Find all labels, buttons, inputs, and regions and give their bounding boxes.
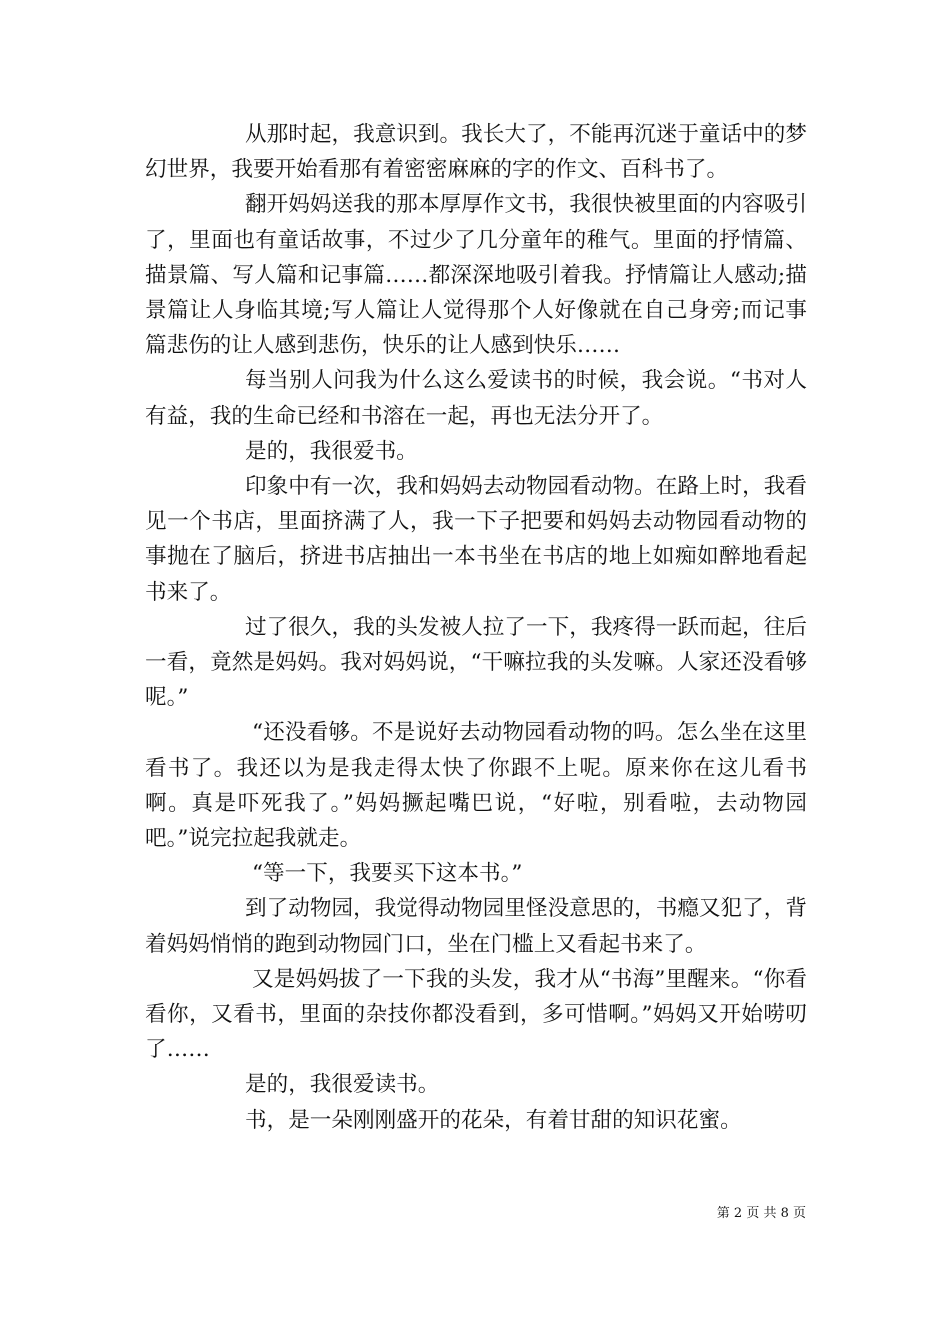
paragraph: 每当别人问我为什么这么爱读书的时候，我会说。“书对人有益，我的生命已经和书溶在一起，再也无法分开了。 (145, 368, 807, 429)
paragraph: 书，是一朵刚刚盛开的花朵，有着甘甜的知识花蜜。 (245, 1107, 742, 1133)
paragraph: 翻开妈妈送我的那本厚厚作文书，我很快被里面的内容吸引了，里面也有童话故事，不过少了几分童年的稚气。里面的抒情篇、描景篇、写人篇和记事篇……都深深地吸引着我。抒情篇让人感动;描景篇让人身临其境;写人篇让人觉得那个人好像就在自己身旁;而记事篇悲伤的让人感到悲伤，快乐的让人感到快乐…… (145, 192, 807, 359)
paragraph: 又是妈妈拔了一下我的头发，我才从“书海”里醒来。“你看看你，又看书，里面的杂技你都没看到，多可惜啊。”妈妈又开始唠叨了…… (145, 966, 807, 1063)
paragraph: 从那时起，我意识到。我长大了，不能再沉迷于童话中的梦幻世界，我要开始看那有着密密麻麻的字的作文、百科书了。 (145, 122, 807, 183)
paragraph: 是的，我很爱书。 (245, 438, 418, 464)
paragraph: 过了很久，我的头发被人拉了一下，我疼得一跃而起，往后一看，竟然是妈妈。我对妈妈说，“干嘛拉我的头发嘛。人家还没看够呢。” (145, 614, 807, 711)
document-body (145, 117, 807, 1138)
paragraph: 是的，我很爱读书。 (245, 1072, 440, 1098)
paragraph: “还没看够。不是说好去动物园看动物的吗。怎么坐在这里看书了。我还以为是我走得太快了你跟不上呢。原来你在这儿看书啊。真是吓死我了。”妈妈撅起嘴巴说，“好啦，别看啦，去动物园吧。”说完拉起我就走。 (145, 720, 807, 852)
page-number-footer: 第 2 页 共 8 页 (716, 1206, 806, 1221)
paragraph: 印象中有一次，我和妈妈去动物园看动物。在路上时，我看见一个书店，里面挤满了人，我一下子把要和妈妈去动物园看动物的事抛在了脑后，挤进书店抽出一本书坐在书店的地上如痴如醉地看起书来了。 (145, 474, 807, 605)
paragraph: “等一下，我要买下这本书。” (252, 861, 523, 887)
paragraph: 到了动物园，我觉得动物园里怪没意思的，书瘾又犯了，背着妈妈悄悄的跑到动物园门口，坐在门槛上又看起书来了。 (145, 896, 807, 957)
